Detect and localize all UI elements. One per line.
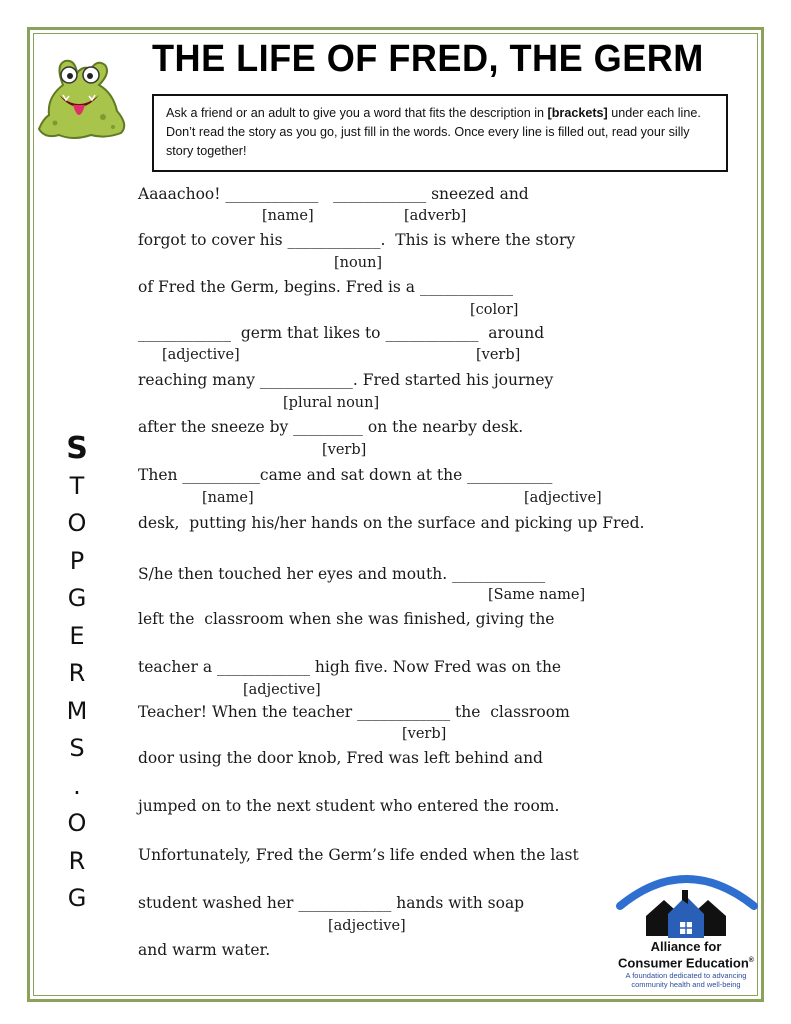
story-line: Unfortunately, Fred the Germ’s life ended when the last	[138, 846, 579, 864]
blank-label: [verb]	[322, 442, 367, 458]
side-letter: M	[66, 696, 88, 725]
blank-label: [plural noun]	[283, 395, 380, 411]
blank-label: [adjective]	[162, 347, 240, 363]
blank-label: [verb]	[402, 726, 447, 742]
side-letter: S	[69, 734, 85, 762]
story-line: Aaaachoo! ____________ ____________ sneezed and	[138, 185, 529, 203]
side-letter: O	[67, 809, 87, 837]
story-line: of Fred the Germ, begins. Fred is a ____________	[138, 278, 513, 296]
logo-tagline-line2: community health and well-being	[631, 980, 741, 989]
story-line: and warm water.	[138, 941, 271, 959]
instructions-bold: [brackets]	[547, 106, 608, 120]
germ-monster-icon	[33, 55, 131, 143]
blank-label: [name]	[262, 208, 314, 224]
story-line: left the classroom when she was finished, giving the	[138, 610, 555, 628]
side-letter: .	[73, 771, 81, 800]
page-title: THE LIFE OF FRED, THE GERM	[152, 38, 704, 80]
logo-name-line1: Alliance for	[650, 939, 722, 954]
story-line: teacher a ____________ high five. Now Fred was on the	[138, 658, 562, 676]
story-line: desk, putting his/her hands on the surface and picking up Fred.	[138, 514, 645, 532]
blank-label: [color]	[470, 302, 519, 318]
blank-label: [Same name]	[488, 587, 586, 603]
side-letter: G	[67, 884, 87, 912]
story-line: jumped on to the next student who entered the room.	[138, 797, 560, 815]
blank-label: [adjective]	[243, 682, 321, 698]
story-line: reaching many ____________. Fred started his journey	[138, 371, 554, 389]
story-line: door using the door knob, Fred was left behind and	[138, 749, 543, 767]
instructions-text-before: Ask a friend or an adult to give you a word that fits the description in	[166, 106, 548, 120]
blank-label: [name]	[202, 490, 254, 506]
logo-name	[612, 940, 760, 970]
blank-label: [verb]	[476, 347, 521, 363]
story-line: after the sneeze by _________ on the nearby desk.	[138, 418, 524, 436]
side-letter: T	[69, 471, 85, 500]
blank-label: [adjective]	[524, 490, 602, 506]
side-letter: G	[67, 584, 87, 612]
side-website-letters	[62, 430, 92, 918]
side-letter: R	[68, 659, 86, 687]
story-line: Then __________came and sat down at the ___________	[138, 466, 553, 484]
logo-tagline-line1: A foundation dedicated to advancing	[625, 971, 747, 980]
story-line: Teacher! When the teacher ____________ the classroom	[138, 703, 570, 721]
side-letter: E	[69, 621, 85, 650]
logo-name-line2	[612, 954, 760, 970]
story-line: student washed her ____________ hands with soap	[138, 894, 525, 912]
side-letter: S	[66, 431, 88, 466]
story-line: forgot to cover his ____________. This is where the story	[138, 231, 576, 249]
side-letter: O	[67, 509, 87, 537]
logo-tagline	[612, 971, 760, 989]
instructions-text-after: under each line. Don’t read the story as you go, just fill in the words. Once every line is filled out, read your silly story together!	[166, 106, 701, 158]
blank-label: [noun]	[334, 255, 383, 271]
side-letter: R	[68, 846, 86, 875]
registered-mark: ®	[748, 957, 754, 964]
blank-label: [adverb]	[404, 208, 467, 224]
instructions-box	[152, 94, 728, 172]
side-letter: P	[69, 546, 85, 575]
blank-label: [adjective]	[328, 918, 406, 934]
story-line: S/he then touched her eyes and mouth. ____________	[138, 565, 546, 583]
logo-name-line2-text: Consumer Education	[618, 955, 749, 971]
story-line: ____________ germ that likes to ____________ around	[138, 324, 545, 342]
